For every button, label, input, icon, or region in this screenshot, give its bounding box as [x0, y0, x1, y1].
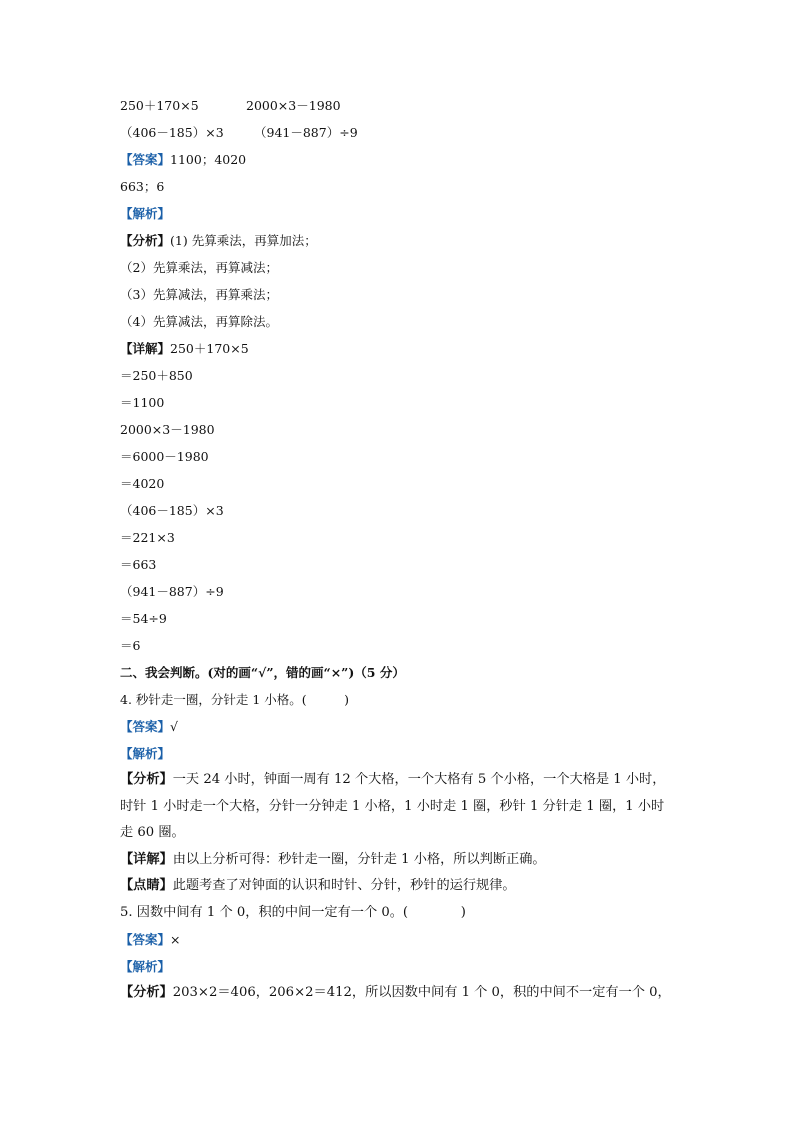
calc-step: ＝6: [120, 638, 141, 653]
remark-text: 此题考查了对钟面的认识和时针、分针，秒针的运行规律。: [172, 878, 516, 893]
reasoning-line: （4）先算减法，再算除法。: [120, 314, 278, 329]
reasoning-tag: 【分析】: [120, 985, 173, 1000]
document-content: [120, 92, 680, 1007]
calc-step: ＝6000－1980: [120, 449, 209, 464]
expression: 2000×3－1980: [246, 98, 341, 113]
solution-tag: 【详解】: [120, 341, 171, 356]
expression-row-2: [120, 119, 680, 146]
reasoning-text: 一天 24 小时，钟面一周有 12 个大格，一个大格有 5 个小格，一个大格是 1 小时，: [172, 772, 666, 787]
answer-line: [120, 713, 680, 740]
calc-step: （941－887）÷9: [120, 584, 224, 599]
section-heading: 二、我会判断。(对的画“√”，错的画“×”)（5 分）: [120, 665, 405, 680]
reasoning-line: [120, 767, 680, 794]
answer-value: √: [170, 719, 178, 734]
solution-tag: 【详解】: [120, 851, 173, 867]
expression: （406－185）×3: [120, 125, 224, 140]
expression: 250＋170×5: [120, 98, 199, 113]
analysis-heading: 【解析】: [120, 959, 171, 974]
reasoning-tag: 【分析】: [120, 233, 171, 248]
answer-tag: 【答案】: [120, 932, 171, 947]
calc-step: ＝250＋850: [120, 368, 193, 383]
reasoning-text: (1) 先算乘法，再算加法；: [170, 233, 317, 248]
reasoning-line: （2）先算乘法，再算减法；: [120, 260, 278, 275]
analysis-heading: 【解析】: [120, 206, 171, 221]
remark-line: [120, 873, 680, 900]
reasoning-tag: 【分析】: [120, 772, 173, 787]
analysis-heading: 【解析】: [120, 746, 171, 761]
answer-tag: 【答案】: [120, 152, 171, 167]
calc-step: ＝221×3: [120, 530, 175, 545]
solution-line: [120, 335, 680, 362]
question-4: 4. 秒针走一圈，分针走 1 小格。( ): [120, 692, 350, 707]
answer-value: 1100；4020: [170, 152, 247, 167]
calc-step: ＝4020: [120, 476, 165, 491]
answer-continuation: 663；6: [120, 179, 165, 194]
solution-line: [120, 847, 680, 874]
reasoning-line: [120, 227, 680, 254]
expression: （941－887）÷9: [254, 125, 358, 140]
solution-text: 由以上分析可得：秒针走一圈，分针走 1 小格，所以判断正确。: [172, 851, 546, 867]
question-5: 5. 因数中间有 1 个 0，积的中间一定有一个 0。( ): [120, 904, 466, 920]
reasoning-line: （3）先算减法，再算乘法；: [120, 287, 278, 302]
calc-step: ＝54÷9: [120, 611, 167, 626]
expression-row-1: [120, 92, 680, 119]
reasoning-text: 203×2＝406，206×2＝412，所以因数中间有 1 个 0，积的中间不一定有一个 0，: [172, 985, 671, 1000]
reasoning-line: [120, 980, 680, 1007]
answer-line: [120, 926, 680, 953]
solution-text: 250＋170×5: [170, 341, 249, 356]
reasoning-line: 走 60 圈。: [120, 825, 185, 840]
answer-value: ×: [170, 932, 181, 947]
reasoning-line: 时针 1 小时走一个大格，分针一分钟走 1 小格，1 小时走 1 圈，秒针 1 分针走 1 圈，1 小时: [120, 798, 665, 814]
answer-line: [120, 146, 680, 173]
answer-tag: 【答案】: [120, 719, 171, 734]
calc-step: 2000×3－1980: [120, 422, 215, 437]
calc-step: （406－185）×3: [120, 503, 224, 518]
calc-step: ＝663: [120, 557, 157, 572]
calc-step: ＝1100: [120, 395, 165, 410]
remark-tag: 【点睛】: [120, 878, 173, 893]
